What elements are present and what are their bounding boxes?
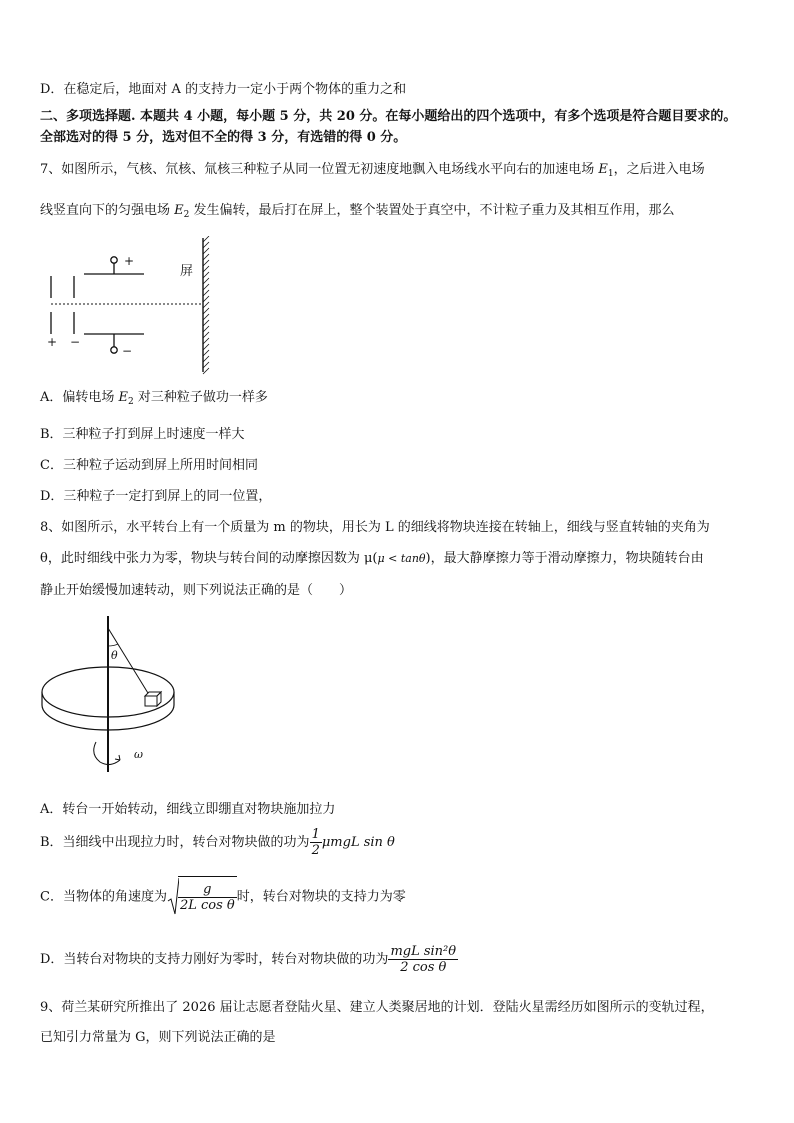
section2-heading: 二、多项选择题. 本题共 4 小题，每小题 5 分，共 20 分。在每小题给出的四个选项中，有多个选项是符合题目要求的。 bbox=[40, 109, 737, 124]
minus-bottom-label: − bbox=[122, 344, 133, 358]
theta-arc bbox=[108, 644, 118, 646]
theta-label: θ bbox=[111, 649, 118, 662]
q7-option-c: C．三种粒子运动到屏上所用时间相同 bbox=[40, 458, 258, 473]
q7-option-b: B．三种粒子打到屏上时速度一样大 bbox=[40, 427, 245, 442]
q7-stem-b-post: 发生偏转，最后打在屏上，整个装置处于真空中，不计粒子重力及其相互作用，那么 bbox=[189, 203, 675, 218]
q7-stem-a-post: ，之后进入电场 bbox=[613, 162, 705, 177]
c-sqrt: $\frac{g}{\text{2L cos θ}}$ bbox=[167, 876, 237, 918]
q7-field1: $E_1$ bbox=[598, 162, 614, 179]
q7-option-d: D．三种粒子一定打到屏上的同一位置， bbox=[40, 489, 272, 504]
q8-option-a: A．转台一开始转动，细线立即绷直对物块施加拉力 bbox=[40, 802, 336, 817]
b-fraction: $\frac{1}{2}$ bbox=[311, 827, 320, 858]
q7-stem-line2 bbox=[40, 201, 764, 225]
q8-stem-line3: 静止开始缓慢加速转动，则下列说法正确的是（ ） bbox=[40, 583, 353, 598]
minus-left-label: − bbox=[70, 335, 81, 349]
q9-stem-line1: 9、荷兰某研究所推出了 2026 届让志愿者登陆火星、建立人类聚居地的计划．登陆火星需经历如图所示的变轨过程， bbox=[40, 1000, 714, 1015]
omega-arrow bbox=[94, 742, 120, 765]
omega-label: ω bbox=[134, 748, 143, 761]
q8-stem-line2: θ，此时细线中张力为零，物块与转台间的动摩擦因数为 μ(μ < tanθ)，最大静摩擦力等于滑动摩擦力，物块随转台由 bbox=[40, 551, 704, 566]
q8-stem-line1: 8、如图所示，水平转台上有一个质量为 m 的物块，用长为 L 的细线将物块连接在转轴上，细线与竖直转轴的夹角为 bbox=[40, 520, 710, 535]
q7-figure bbox=[40, 236, 230, 376]
terminal-bottom bbox=[111, 347, 117, 353]
block bbox=[145, 692, 161, 706]
q7-option-a: A．偏转电场 $E_2$ 对三种粒子做功一样多 bbox=[40, 390, 268, 407]
q7-stem-line1 bbox=[40, 160, 764, 184]
plus-left-label: + bbox=[47, 335, 58, 349]
q7-stem-b-pre: 线竖直向下的匀强电场 bbox=[40, 203, 175, 218]
q9-stem-line2: 已知引力常量为 G，则下列说法正确的是 bbox=[40, 1030, 276, 1045]
d-fraction: $\frac{\text{mgL sin²θ}}{\text{2 cos θ}}$ bbox=[390, 944, 457, 975]
terminal-top bbox=[111, 257, 117, 263]
screen-label: 屏 bbox=[180, 264, 194, 279]
q6-option-d: D．在稳定后，地面对 A 的支持力一定小于两个物体的重力之和 bbox=[40, 82, 407, 97]
plus-top-label: + bbox=[124, 254, 135, 268]
q7-stem-a-pre: 7、如图所示，气核、氘核、氚核三种粒子从同一位置无初速度地飘入电场线水平向右的加速电场 bbox=[40, 162, 599, 177]
section2-instructions: 全部选对的得 5 分，选对但不全的得 3 分，有选错的得 0 分。 bbox=[40, 130, 407, 145]
q8-figure bbox=[38, 612, 188, 782]
q7-field2: $E_2$ bbox=[174, 203, 190, 220]
q8-option-c: C．当物体的角速度为 $\frac{g}{\text{2L cos θ}}$ 时，转台对物块的支持力为零 bbox=[40, 876, 764, 918]
q8-option-b: B．当细线中出现拉力时，转台对物块做的功为 $\frac{1}{2}$ μmgL sin θ bbox=[40, 827, 395, 858]
q8-option-d: D．当转台对物块的支持力刚好为零时，转台对物块做的功为 $\frac{\text{mgL sin²θ}}{\text{2 cos θ}}$ bbox=[40, 944, 457, 975]
screen-hatching bbox=[203, 236, 209, 374]
